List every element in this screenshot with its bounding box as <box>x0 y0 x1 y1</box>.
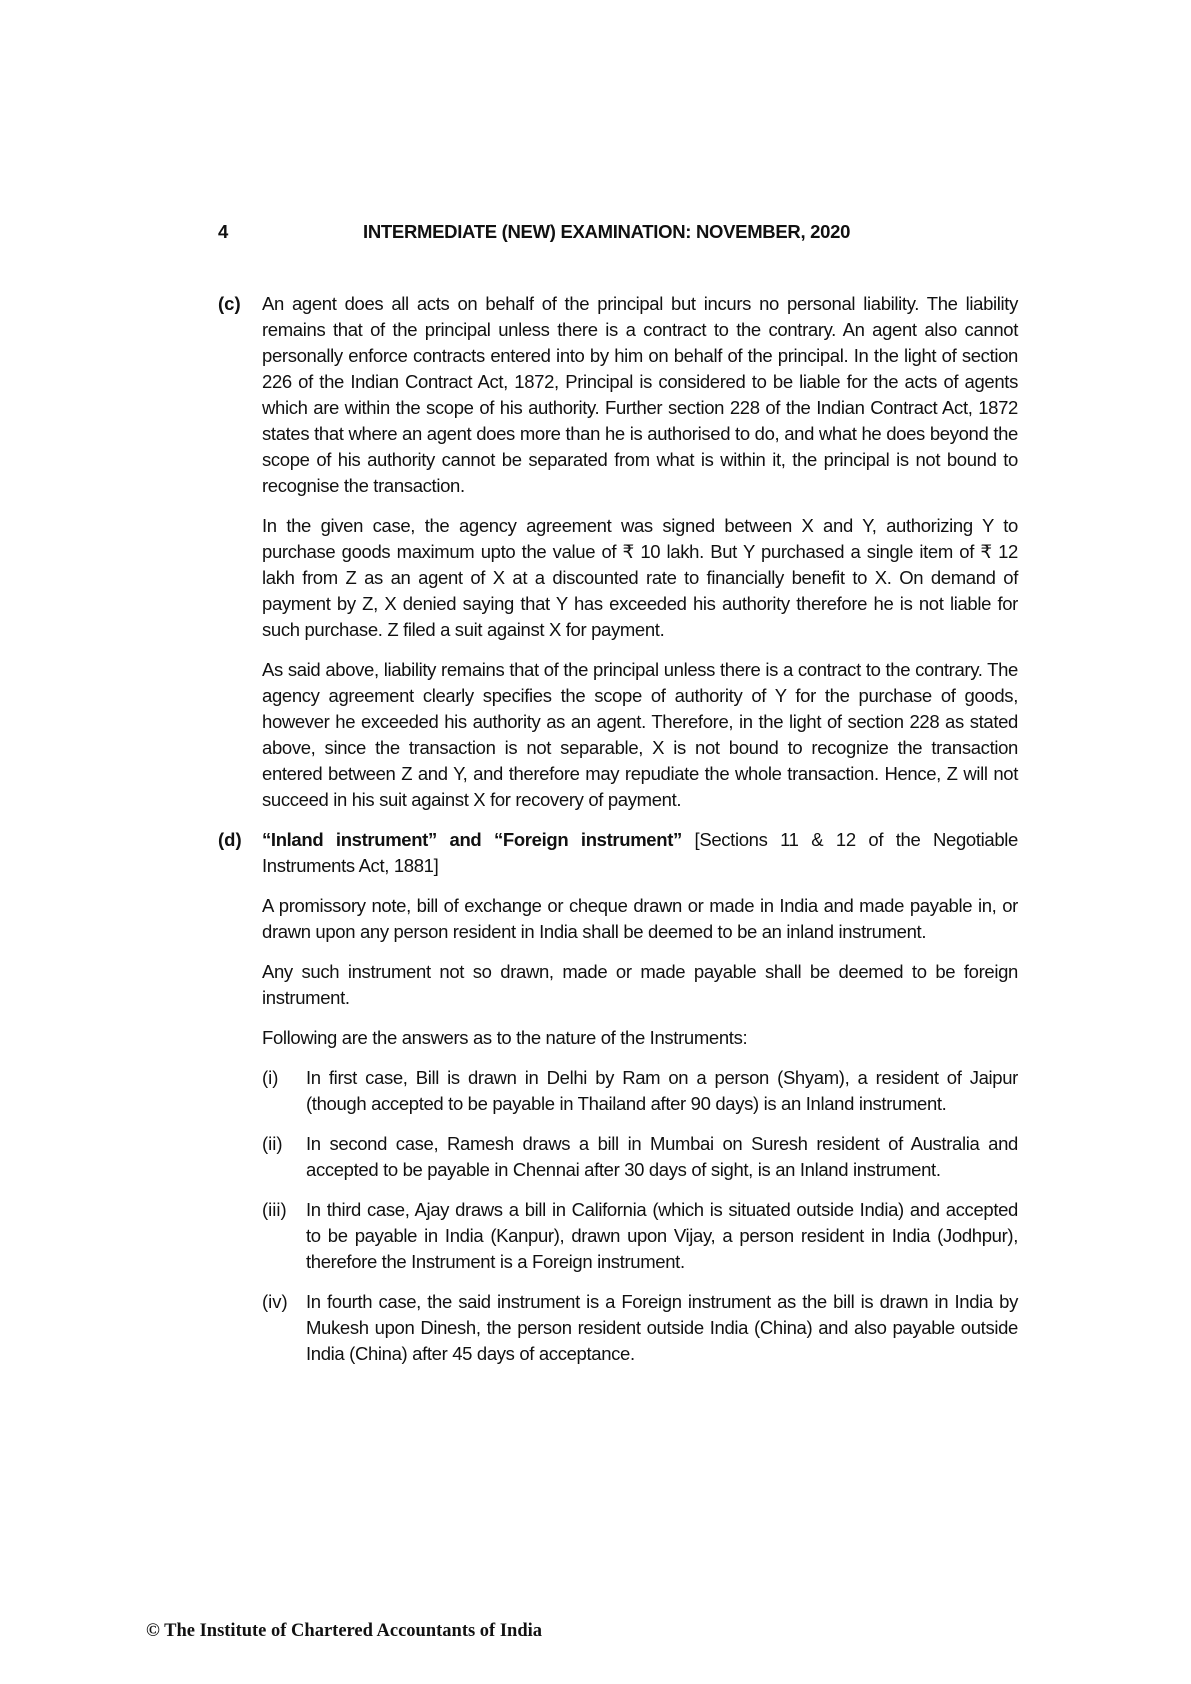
case-text: In first case, Bill is drawn in Delhi by Ram on a person (Shyam), a resident of Jaipur (though accepted to be payable in Thailand after 90 days) is an Inland instrument. <box>306 1067 1018 1114</box>
case-item-4 <box>262 1289 1018 1367</box>
page-title: INTERMEDIATE (NEW) EXAMINATION: NOVEMBER, 2020 <box>363 221 851 242</box>
section-d <box>218 827 1018 1367</box>
section-d-paragraph-3: Following are the answers as to the nature of the Instruments: <box>262 1027 748 1048</box>
page-footer: © The Institute of Chartered Accountants of India <box>146 1621 543 1641</box>
case-number: (iv) <box>262 1291 288 1312</box>
main-content <box>218 291 1018 1381</box>
case-text: In fourth case, the said instrument is a Foreign instrument as the bill is drawn in India by Mukesh upon Dinesh, the person resident outside India (China) and also payable outside India (China) after 45 days of acceptance. <box>306 1291 1018 1364</box>
case-text: In second case, Ramesh draws a bill in Mumbai on Suresh resident of Australia and accepted to be payable in Chennai after 30 days of sight, is an Inland instrument. <box>306 1133 1018 1180</box>
case-text: In third case, Ajay draws a bill in California (which is situated outside India) and accepted to be payable in India (Kanpur), drawn upon Vijay, a person resident in India (Jodhpur), therefore the Instrument is a Foreign instrument. <box>306 1199 1018 1272</box>
section-d-paragraph-1: A promissory note, bill of exchange or cheque drawn or made in India and made payable in, or drawn upon any person resident in India shall be deemed to be an inland instrument. <box>262 895 1018 942</box>
section-c-paragraph-1: An agent does all acts on behalf of the principal but incurs no personal liability. The liability remains that of the principal unless there is a contract to the contrary. An agent also cannot personally enforce contracts entered into by him on behalf of the principal. In the light of section 226 of the Indian Contract Act, 1872, Principal is considered to be liable for the acts of agents which are within the scope of his authority. Further section 228 of the Indian Contract Act, 1872 states that where an agent does more than he is authorised to do, and what he does beyond the scope of his authority cannot be separated from what is within it, the principal is not bound to recognise the transaction. <box>262 293 1018 496</box>
page-number: 4 <box>218 221 228 242</box>
case-number: (ii) <box>262 1133 283 1154</box>
section-c <box>218 291 1018 813</box>
section-d-label: (d) <box>218 829 242 850</box>
section-d-heading-rest: [Sections 11 & 12 of the Negotiable Instruments Act, 1881] <box>262 829 1018 876</box>
case-item-3 <box>262 1197 1018 1275</box>
section-c-paragraph-2: In the given case, the agency agreement was signed between X and Y, authorizing Y to purchase goods maximum upto the value of ₹ 10 lakh. But Y purchased a single item of ₹ 12 lakh from Z as an agent of X at a discounted rate to financially benefit to X. On demand of payment by Z, X denied saying that Y has exceeded his authority therefore he is not liable for such purchase. Z filed a suit against X for payment. <box>262 515 1018 640</box>
case-number: (iii) <box>262 1199 287 1220</box>
section-d-heading <box>262 827 1018 879</box>
section-c-label: (c) <box>218 293 241 314</box>
case-number: (i) <box>262 1067 279 1088</box>
section-d-paragraph-2: Any such instrument not so drawn, made or made payable shall be deemed to be foreign instrument. <box>262 961 1018 1008</box>
case-item-2 <box>262 1131 1018 1183</box>
section-d-heading-bold: “Inland instrument” and “Foreign instrument” <box>262 829 682 850</box>
section-c-paragraph-3: As said above, liability remains that of the principal unless there is a contract to the contrary. The agency agreement clearly specifies the scope of authority of Y for the purchase of goods, however he exceeded his authority as an agent. Therefore, in the light of section 228 as stated above, since the transaction is not separable, X is not bound to recognize the transaction entered between Z and Y, and therefore may repudiate the whole transaction. Hence, Z will not succeed in his suit against X for recovery of payment. <box>262 659 1018 810</box>
case-item-1 <box>262 1065 1018 1117</box>
